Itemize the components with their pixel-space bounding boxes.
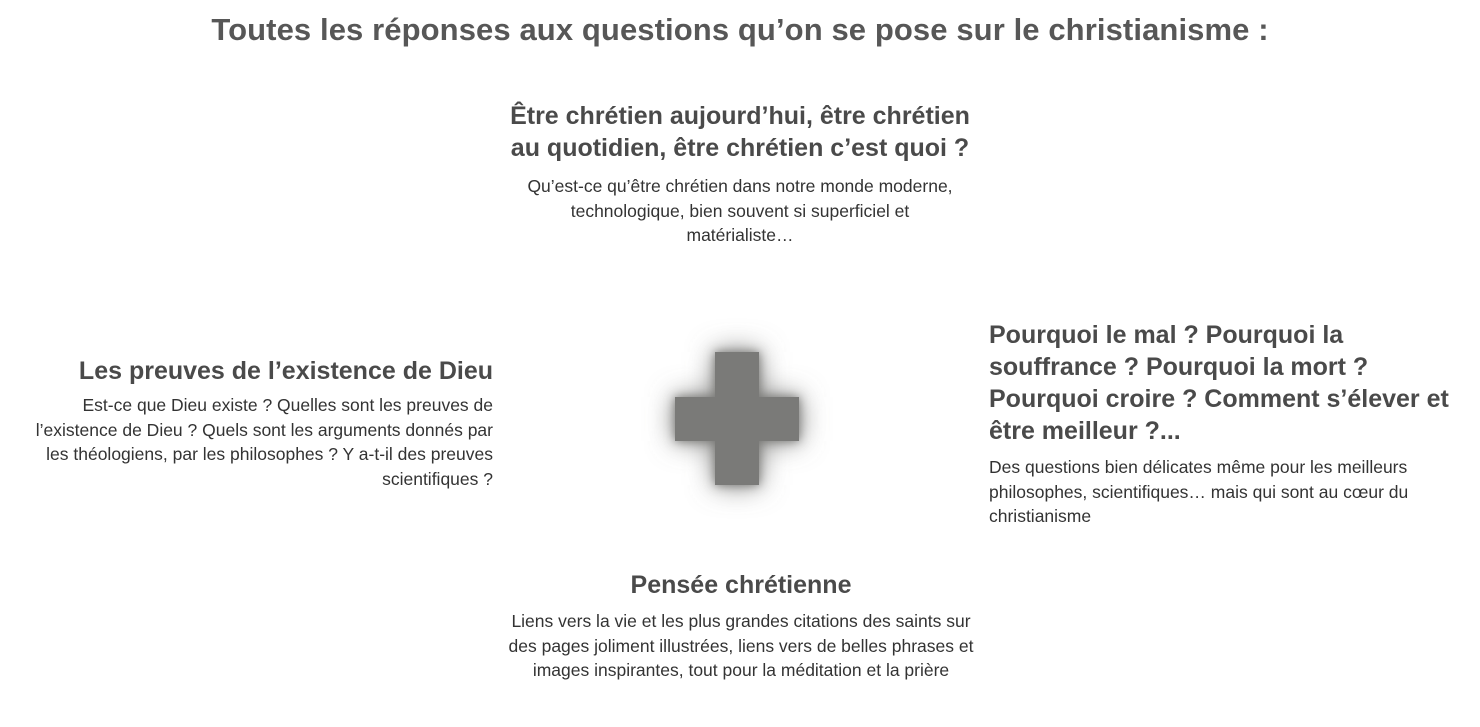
section-why-evil-description: Des questions bien délicates même pour les meilleurs philosophes, scientifiques… mais qui sont au cœur du christianisme: [989, 457, 1409, 526]
section-proofs-of-god-title[interactable]: Les preuves de l’existence de Dieu: [78, 357, 493, 385]
cross-icon: [630, 310, 845, 525]
section-christian-today[interactable]: [500, 100, 980, 248]
page-title: Toutes les réponses aux questions qu’on se pose sur le christianisme :: [211, 12, 1269, 47]
section-christian-thought-description: Liens vers la vie et les plus grandes citations des saints sur des pages joliment illustrées, liens vers de belles phrases et images inspirantes, tout pour la méditation et la prière: [508, 611, 974, 680]
section-christian-today-title[interactable]: Être chrétien aujourd’hui, être chrétien au quotidien, être chrétien c’est quoi ?: [510, 102, 970, 162]
section-proofs-of-god[interactable]: [20, 355, 493, 491]
section-why-evil-title[interactable]: Pourquoi le mal ? Pourquoi la souffrance ? Pourquoi la mort ? Pourquoi croire ? Comment s’élever et être meilleur ?...: [989, 321, 1449, 445]
section-christian-thought[interactable]: [500, 569, 982, 683]
section-christian-today-description: Qu’est-ce qu’être chrétien dans notre monde moderne, technologique, bien souvent si superficiel et matérialiste…: [527, 176, 953, 245]
section-christian-thought-title[interactable]: Pensée chrétienne: [630, 571, 852, 599]
section-why-evil[interactable]: [989, 319, 1459, 529]
section-proofs-of-god-description: Est-ce que Dieu existe ? Quelles sont les preuves de l’existence de Dieu ? Quels sont les arguments donnés par les théologiens, par les philosophes ? Y a-t-il des preuves scientifiques ?: [35, 395, 493, 489]
